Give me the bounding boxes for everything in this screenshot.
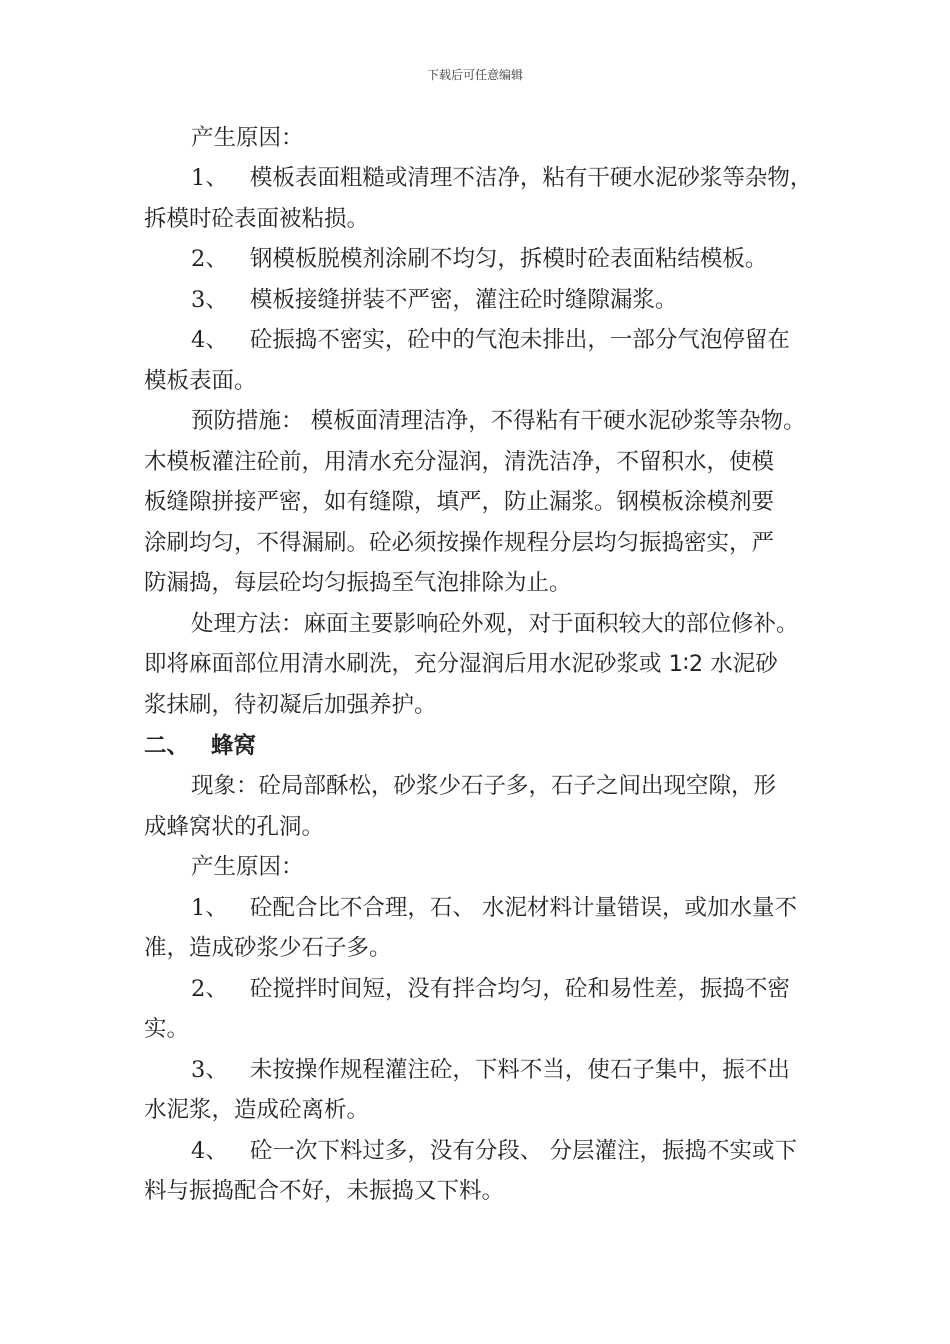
line-text: 板缝隙拼接严密，如有缝隙，填严，防止漏浆。钢模板涂模剂要 <box>144 489 775 515</box>
text-line <box>191 1131 797 1171</box>
line-text: 未按操作规程灌注砼，下料不当，使石子集中，振不出 <box>249 1057 790 1083</box>
text-line <box>191 766 776 806</box>
line-text: 准，造成砂浆少石子多。 <box>144 935 392 961</box>
text-line <box>191 401 806 441</box>
line-text: 浆抹刷，待初凝后加强养护。 <box>144 692 437 718</box>
list-number: 1、 <box>191 165 228 191</box>
line-text: 模板表面粗糙或清理不洁净，粘有干硬水泥砂浆等杂物， <box>249 165 813 191</box>
text-line <box>144 685 437 725</box>
line-text: 处理方法：麻面主要影响砼外观，对于面积较大的部位修补。 <box>191 611 799 637</box>
text-line <box>191 320 790 360</box>
line-text: 现象：砼局部酥松，砂浆少石子多，石子之间出现空隙，形 <box>191 773 777 799</box>
text-line <box>191 969 790 1009</box>
line-text: 砼振捣不密实，砼中的气泡未排出，一部分气泡停留在 <box>249 327 790 353</box>
line-text: 砼配合比不合理，石、 水泥材料计量错误，或加水量不 <box>249 895 797 921</box>
line-text: 即将麻面部位用清水刷洗，充分湿润后用水泥砂浆或 1∶2 水泥砂 <box>144 651 778 677</box>
text-line <box>191 847 304 887</box>
line-text: 钢模板脱模剂涂刷不均匀，拆模时砼表面粘结模板。 <box>249 246 768 272</box>
page-header: 下载后可任意编辑 <box>426 68 523 82</box>
text-line <box>191 118 304 158</box>
text-line <box>144 523 774 563</box>
line-text: 产生原因： <box>191 854 304 880</box>
text-line <box>191 239 767 279</box>
line-text: 产生原因： <box>191 125 304 151</box>
line-text: 模板表面。 <box>144 368 257 394</box>
line-text: 实。 <box>144 1016 190 1042</box>
text-line <box>191 158 812 198</box>
section-heading <box>144 726 256 766</box>
list-number: 二、 <box>144 733 190 759</box>
list-number: 2、 <box>191 976 228 1002</box>
list-number: 3、 <box>191 287 228 313</box>
text-line <box>191 888 797 928</box>
text-line <box>144 1009 189 1049</box>
line-text: 防漏捣，每层砼均匀振捣至气泡排除为止。 <box>144 570 572 596</box>
line-text: 蜂窝 <box>211 733 257 759</box>
list-number: 3、 <box>191 1057 228 1083</box>
line-text: 成蜂窝状的孔洞。 <box>144 814 325 840</box>
text-line <box>144 1171 504 1211</box>
line-text: 涂刷均匀，不得漏刷。砼必须按操作规程分层均匀振捣密实，严 <box>144 530 775 556</box>
line-text: 砼搅拌时间短，没有拌合均匀，砼和易性差，振捣不密 <box>249 976 790 1002</box>
text-line <box>144 644 778 684</box>
line-text: 水泥浆，造成砼离析。 <box>144 1097 370 1123</box>
list-number: 4、 <box>191 327 228 353</box>
list-number: 1、 <box>191 895 228 921</box>
list-number: 2、 <box>191 246 228 272</box>
line-text: 木模板灌注砼前，用清水充分湿润，清洗洁净，不留积水，使模 <box>144 449 775 475</box>
text-line <box>144 928 392 968</box>
text-line <box>144 199 369 239</box>
text-line <box>144 361 257 401</box>
text-line <box>144 563 572 603</box>
line-text: 料与振捣配合不好，未振捣又下料。 <box>144 1178 505 1204</box>
line-text: 拆模时砼表面被粘损。 <box>144 206 370 232</box>
text-line <box>191 604 799 644</box>
text-line <box>144 1090 369 1130</box>
text-line <box>144 807 324 847</box>
text-line <box>191 280 677 320</box>
line-text: 砼一次下料过多，没有分段、 分层灌注，振捣不实或下 <box>249 1138 797 1164</box>
line-text: 预防措施： 模板面清理洁净，不得粘有干硬水泥砂浆等杂物。 <box>191 408 806 434</box>
text-line <box>144 442 774 482</box>
text-line <box>144 482 774 522</box>
list-number: 4、 <box>191 1138 228 1164</box>
text-line <box>191 1050 790 1090</box>
line-text: 模板接缝拼装不严密，灌注砼时缝隙漏浆。 <box>249 287 678 313</box>
